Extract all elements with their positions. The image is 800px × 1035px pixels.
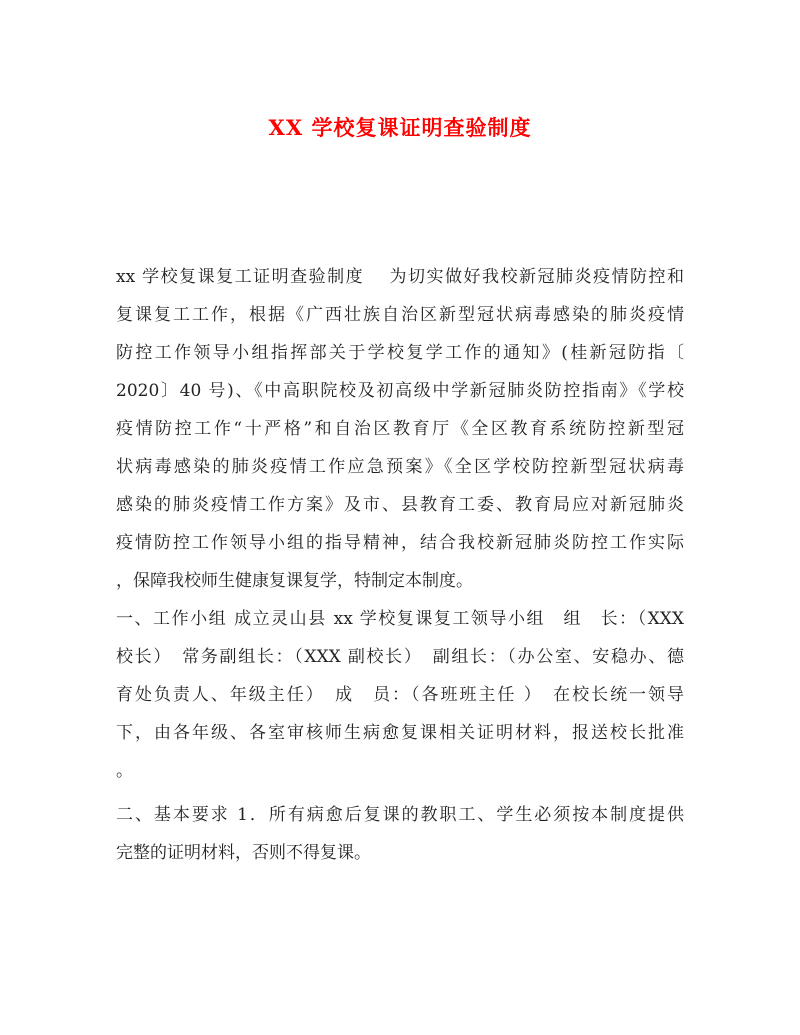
text-line: 下，由各年级、各室审核师生病愈复课相关证明材料，报送校长批准 [116,723,684,743]
text-line: ，保障我校师生健康复课复学，特制定本制度。 [116,571,473,591]
text-line: 2020〕40 号)、《中高职院校及初高级中学新冠肺炎防控指南》《学校 [116,381,684,401]
text-line: 状病毒感染的肺炎疫情工作应急预案》《全区学校防控新型冠状病毒 [116,457,684,477]
text-line: 感染的肺炎疫情工作方案》及市、县教育工委、教育局应对新冠肺炎 [116,495,684,515]
paragraph-intro [116,258,684,600]
text-line: 一、工作小组 成立灵山县 xx 学校复课复工领导小组 组 长：（XXX [116,609,684,629]
text-line: 。 [116,761,133,781]
text-line: 育处负责人、年级主任） 成 员：（各班班主任 ） 在校长统一领导 [116,685,684,705]
text-line: 疫情防控工作领导小组的指导精神，结合我校新冠肺炎防控工作实际 [116,533,684,553]
document-body [116,258,684,872]
paragraph-basic-requirements [116,796,684,872]
text-line: 校长） 常务副组长：（XXX 副校长） 副组长：（办公室、安稳办、德 [116,647,684,667]
document-title: XX 学校复课证明查验制度 [268,115,532,140]
text-line: 疫情防控工作“十严格”和自治区教育厅《全区教育系统防控新型冠 [116,419,684,439]
text-line: 完整的证明材料，否则不得复课。 [116,843,371,863]
paragraph-working-group [116,600,684,790]
text-line: xx 学校复课复工证明查验制度 为切实做好我校新冠肺炎疫情防控和 [116,267,684,287]
text-line: 复课复工工作，根据《广西壮族自治区新型冠状病毒感染的肺炎疫情 [116,305,684,325]
text-line: 二、基本要求 1．所有病愈后复课的教职工、学生必须按本制度提供 [116,805,684,825]
text-line: 防控工作领导小组指挥部关于学校复学工作的通知》(桂新冠防指〔 [116,343,684,363]
